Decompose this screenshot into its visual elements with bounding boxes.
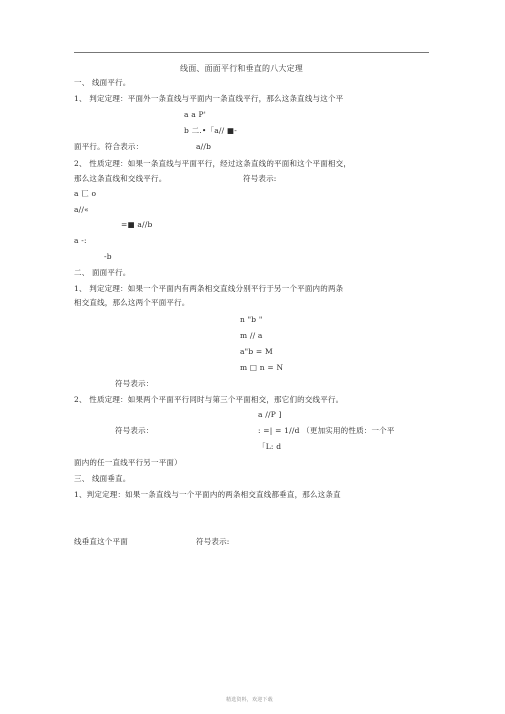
heading-plane-plane-parallel: 二、 面面平行。 xyxy=(74,268,131,277)
formula-line: : =| = 1//d （更加实用的性质：一个平 xyxy=(258,426,395,435)
page-footer: 精选资料，欢迎下载 xyxy=(226,697,273,703)
property-theorem-4: 2、 性质定理：如果两个平面平行同时与第三个平面相交，那它们的交线平行。 xyxy=(74,395,344,404)
symbol-label: 符号表示: xyxy=(196,537,230,546)
formula-line: -b xyxy=(104,252,112,261)
criterion-theorem-1: 1、 判定定理：平面外一条直线与平面内一条直线平行，那么这条直线与这个平 xyxy=(74,94,344,103)
formula-line: a a P' xyxy=(184,110,207,119)
formula-line: n "b " xyxy=(240,315,263,324)
formula-line: m // a xyxy=(240,331,263,340)
formula-line: 「L: d xyxy=(258,442,282,451)
symbol-label: 符号表示: xyxy=(243,174,277,183)
criterion-theorem-5: 1、判定定理：如果一条直线与一个平面内的两条相交直线都垂直，那么这条直 xyxy=(74,490,341,499)
formula-line: a"b = M xyxy=(240,347,273,356)
formula-line: b 二.•「a// ■- xyxy=(184,126,237,135)
formula-line: =■ a//b xyxy=(121,220,153,229)
formula-line: a//b xyxy=(196,142,212,151)
criterion-theorem-1-end: 面平行。符合表示： xyxy=(74,142,144,151)
criterion-theorem-3-cont: 相交直线，那么这两个平面平行。 xyxy=(74,298,190,307)
formula-line: a -: xyxy=(74,236,87,245)
page-title: 线面、面面平行和垂直的八大定理 xyxy=(180,64,303,73)
heading-line-plane-perpendicular: 三、 线面垂直。 xyxy=(74,474,131,483)
formula-line: m □ n = N xyxy=(240,363,284,372)
symbol-label: 符号表示： xyxy=(115,379,154,388)
property-theorem-4-end: 面内的任一直线平行另一平面） xyxy=(74,458,182,467)
property-theorem-2: 2、 性质定理：如果一条直线与平面平行，经过这条直线的平面和这个平面相交， xyxy=(74,159,352,168)
header-rule xyxy=(74,52,429,53)
heading-line-plane-parallel: 一、 线面平行。 xyxy=(74,78,131,87)
property-theorem-2-cont: 那么这条直线和交线平行。 xyxy=(74,174,167,183)
criterion-theorem-3: 1、 判定定理：如果一个平面内有两条相交直线分别平行于另一个平面内的两条 xyxy=(74,284,344,293)
formula-line: a//« xyxy=(74,205,89,214)
symbol-label: 符号表示： xyxy=(115,426,154,435)
formula-line: a //P ] xyxy=(258,410,282,419)
criterion-theorem-5-end: 线垂直这个平面 xyxy=(74,537,128,546)
formula-line: a 匸 o xyxy=(74,189,97,198)
